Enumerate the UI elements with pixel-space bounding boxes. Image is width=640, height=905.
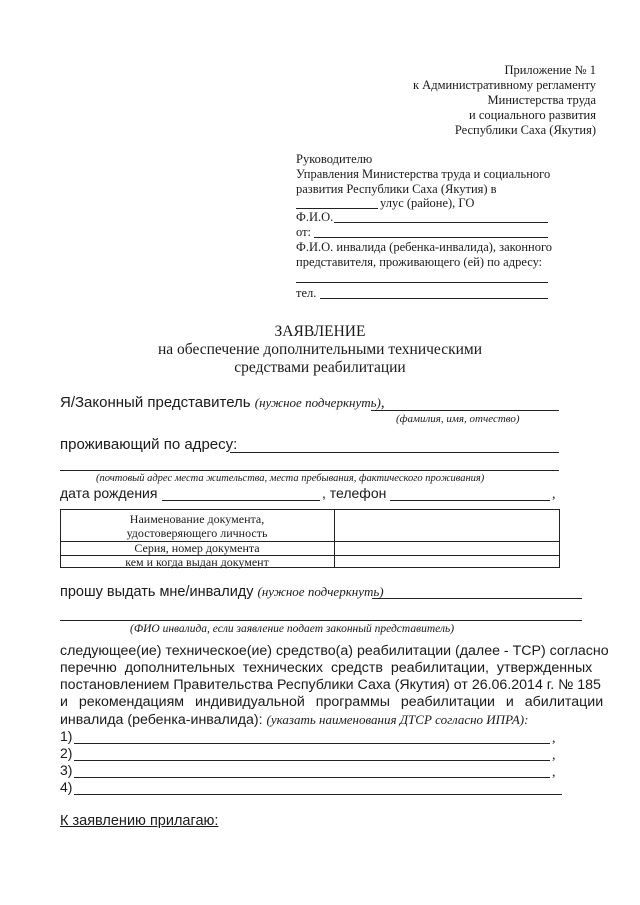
invalid-fio-field[interactable]: [60, 620, 582, 621]
item-3-label: 3): [60, 762, 73, 778]
request-label: прошу выдать мне/инвалиду (нужное подчеркнуть): [60, 584, 384, 600]
item-4-field[interactable]: [74, 794, 562, 795]
appendix-title: Приложение № 1: [504, 63, 596, 77]
addressee-line-1: Руководителю: [296, 152, 373, 166]
item-4-label: 4): [60, 779, 73, 795]
ulus-field[interactable]: [296, 208, 378, 209]
phone-label: , телефон: [322, 485, 387, 501]
fio-field[interactable]: [334, 222, 548, 223]
phone-comma: ,: [552, 487, 556, 502]
representative-name-field[interactable]: [371, 410, 559, 411]
title-sub-1: на обеспечение дополнительными техническими: [157, 341, 483, 358]
item-2-field[interactable]: [74, 760, 550, 761]
title-sub-2: средствами реабилитации: [234, 359, 406, 376]
body-line-3: постановлением Правительства Республики Саха (Якутия) от 26.06.2014 г. № 185: [60, 677, 601, 693]
address-hint: (почтовый адрес места жительства, места пребывания, фактического проживания): [96, 473, 485, 484]
representative-label: Я/Законный представитель (нужное подчеркнуть),: [60, 394, 385, 411]
item-1-field[interactable]: [74, 743, 550, 744]
phone-field[interactable]: [390, 500, 550, 501]
attach-label: К заявлению прилагаю:: [60, 813, 219, 829]
birth-field[interactable]: [162, 500, 320, 501]
from-field[interactable]: [314, 237, 548, 238]
representative-hint: (нужное подчеркнуть): [254, 395, 381, 410]
table-row-doc-name-line1: Наименование документа,: [129, 512, 265, 526]
appendix-line-2: к Административному регламенту: [412, 78, 596, 92]
addressee-line-3: развития Республики Саха (Якутия) в: [296, 182, 497, 196]
item-2-comma: ,: [552, 748, 556, 763]
doc-name-value[interactable]: [336, 511, 558, 540]
item-1-comma: ,: [552, 731, 556, 746]
body-line-4: и рекомендациям индивидуальной программы реабилитации и абилитации: [60, 694, 604, 710]
tel-field[interactable]: [320, 298, 548, 299]
issued-value[interactable]: [336, 557, 558, 567]
title-main: ЗАЯВЛЕНИЕ: [274, 323, 366, 340]
name-hint: (фамилия, имя, отчество): [396, 413, 520, 425]
body-line-5: инвалида (ребенка-инвалида): (указать наименования ДТСР согласно ИПРА):: [60, 712, 529, 728]
ulus-label: улус (районе), ГО: [380, 196, 475, 210]
addressee-line-2: Управления Министерства труда и социального: [296, 167, 551, 181]
series-value[interactable]: [336, 543, 558, 554]
applicant-line-1: Ф.И.О. инвалида (ребенка-инвалида), законного: [296, 240, 553, 254]
tel-label: тел.: [296, 286, 317, 300]
address-field[interactable]: [230, 452, 559, 453]
table-divider: [334, 509, 335, 568]
address-field-1[interactable]: [296, 282, 548, 283]
body-line-1: следующее(ие) техническое(ие) средство(а) реабилитации (далее - ТСР) согласно: [60, 643, 609, 659]
table-row-doc-name-line2: удостоверяющего личность: [126, 526, 268, 540]
applicant-line-2: представителя, проживающего (ей) по адресу:: [296, 255, 543, 269]
item-1-label: 1): [60, 728, 73, 744]
appendix-line-3: Министерства труда: [487, 93, 596, 107]
address-label: проживающий по адресу:: [60, 436, 238, 453]
item-3-field[interactable]: [74, 777, 550, 778]
birth-label: дата рождения: [60, 485, 158, 501]
request-hint: (нужное подчеркнуть): [257, 584, 384, 599]
table-row-issued: кем и когда выдан документ: [125, 555, 269, 569]
fio-label: Ф.И.О.: [296, 210, 334, 224]
item-3-comma: ,: [552, 765, 556, 780]
body-hint: (указать наименования ДТСР согласно ИПРА):: [266, 712, 529, 727]
request-field[interactable]: [372, 598, 582, 599]
appendix-line-4: и социального развития: [469, 108, 596, 122]
item-2-label: 2): [60, 745, 73, 761]
appendix-line-5: Республики Саха (Якутия): [454, 123, 596, 137]
invalid-fio-hint: (ФИО инвалида, если заявление подает законный представитель): [130, 623, 455, 635]
body-line-2: перечню дополнительных технических средств реабилитации, утвержденных: [60, 660, 593, 676]
table-row-series: Серия, номер документа: [134, 541, 260, 555]
from-label: от:: [296, 225, 312, 239]
address-field-2[interactable]: [60, 470, 559, 471]
